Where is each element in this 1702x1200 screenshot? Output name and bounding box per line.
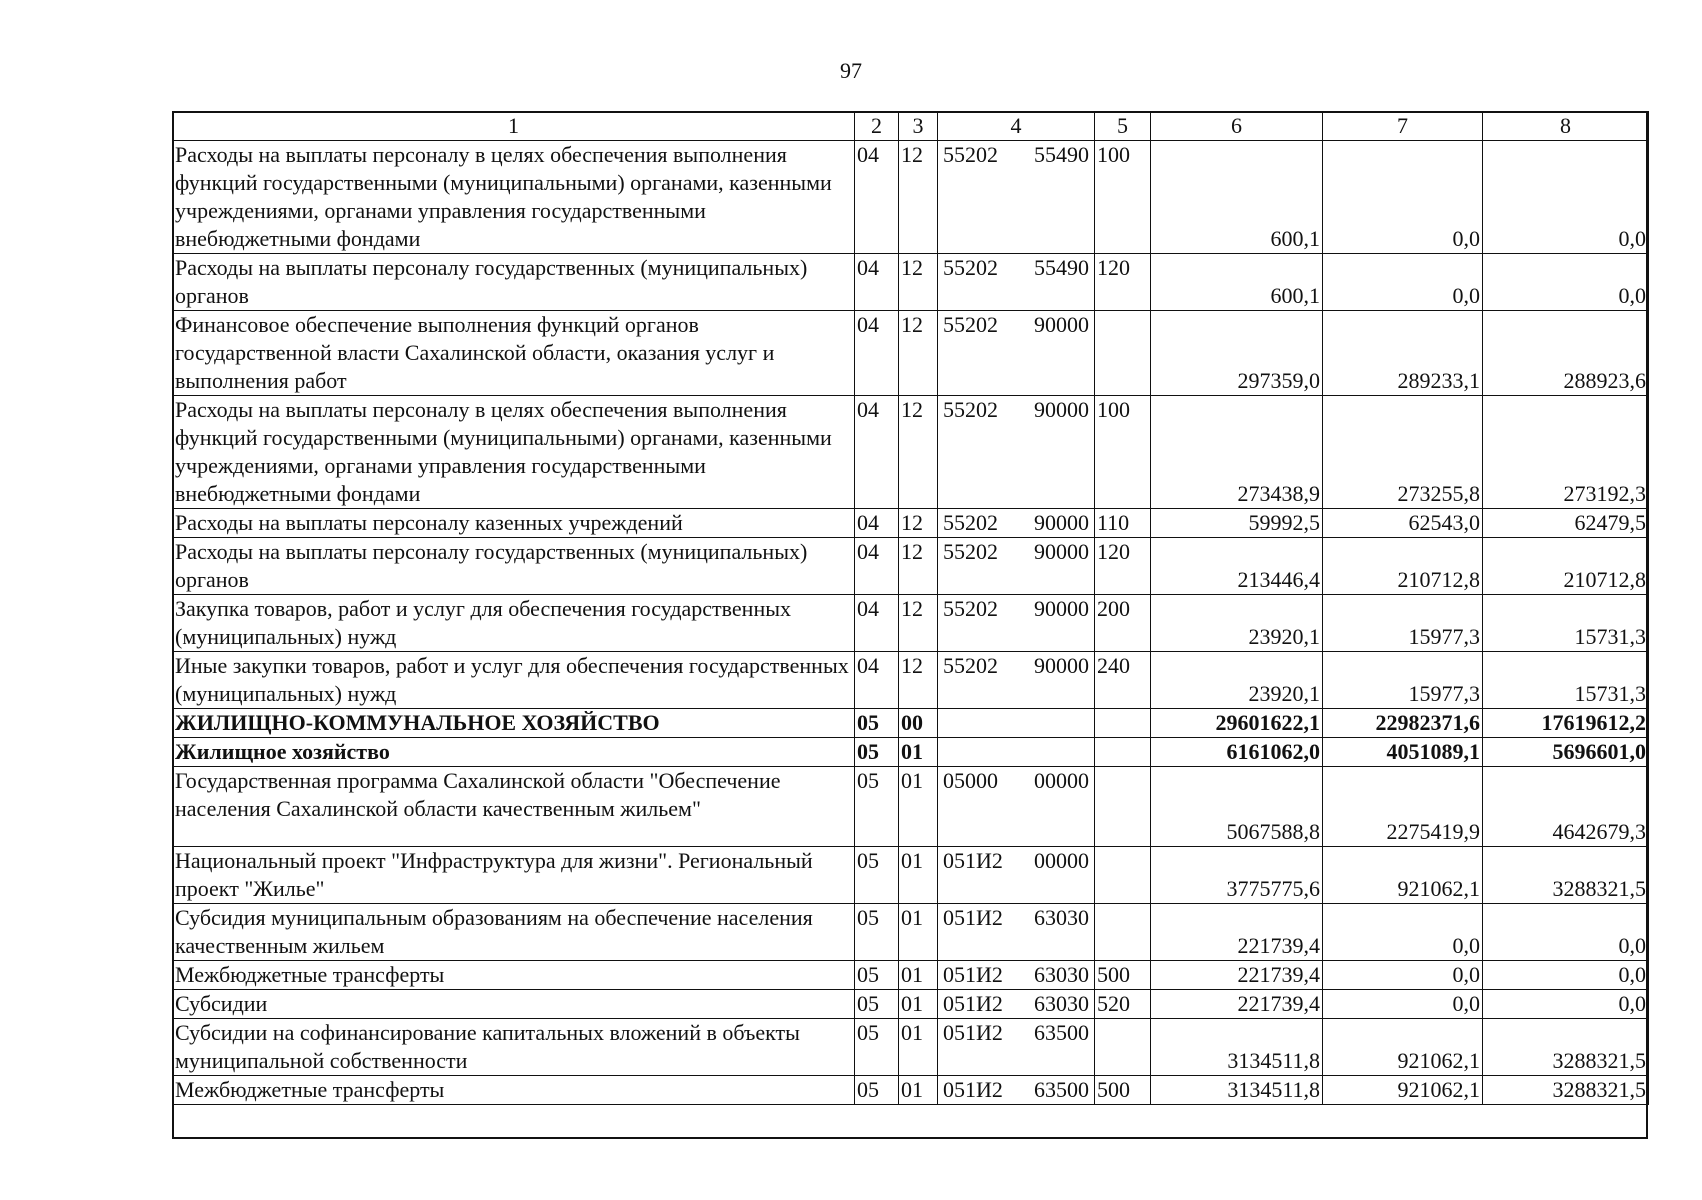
row-target-code — [938, 990, 1095, 1019]
row-value-col8: 3288321,5 — [1483, 847, 1649, 904]
row-value-col7: 921062,1 — [1323, 1076, 1483, 1105]
row-target-code-direction: 90000 — [1034, 539, 1089, 564]
row-expense-type-code — [1095, 738, 1151, 767]
row-value-col8: 15731,3 — [1483, 595, 1649, 652]
row-value-col7: 0,0 — [1323, 254, 1483, 311]
row-subsection-code: 01 — [899, 738, 938, 767]
row-section-code: 05 — [855, 1019, 899, 1076]
row-section-code: 05 — [855, 709, 899, 738]
row-value-col7: 0,0 — [1323, 141, 1483, 254]
row-value-col6: 213446,4 — [1151, 538, 1323, 595]
row-value-col7: 22982371,6 — [1323, 709, 1483, 738]
row-name: Межбюджетные трансферты — [173, 1076, 855, 1105]
row-target-code — [938, 738, 1095, 767]
column-header: 2 — [855, 112, 899, 141]
row-section-code: 05 — [855, 990, 899, 1019]
row-target-code — [938, 709, 1095, 738]
row-target-code — [938, 141, 1095, 254]
row-name: Расходы на выплаты персоналу государственных (муниципальных) органов — [173, 254, 855, 311]
row-target-code-direction: 63030 — [1034, 991, 1089, 1016]
row-name: Субсидия муниципальным образованиям на обеспечение населения качественным жильем — [173, 904, 855, 961]
row-target-code-program: 55202 — [943, 653, 998, 678]
row-value-col6: 221739,4 — [1151, 990, 1323, 1019]
row-target-code-direction: 63030 — [1034, 905, 1089, 930]
row-section-code: 05 — [855, 1076, 899, 1105]
row-expense-type-code — [1095, 709, 1151, 738]
row-subsection-code: 01 — [899, 847, 938, 904]
row-target-code — [938, 538, 1095, 595]
row-subsection-code: 01 — [899, 961, 938, 990]
row-expense-type-code: 120 — [1095, 254, 1151, 311]
row-target-code-program: 55202 — [943, 397, 998, 422]
row-value-col6: 3134511,8 — [1151, 1019, 1323, 1076]
row-value-col8: 273192,3 — [1483, 396, 1649, 509]
row-value-col7: 0,0 — [1323, 904, 1483, 961]
row-section-code: 05 — [855, 738, 899, 767]
row-value-col6: 5067588,8 — [1151, 767, 1323, 847]
row-value-col8: 3288321,5 — [1483, 1076, 1649, 1105]
row-value-col7: 210712,8 — [1323, 538, 1483, 595]
row-subsection-code: 01 — [899, 767, 938, 847]
row-target-code — [938, 1076, 1095, 1105]
row-value-col8: 288923,6 — [1483, 311, 1649, 396]
row-target-code-direction: 63030 — [1034, 962, 1089, 987]
table-row — [173, 141, 1649, 254]
row-value-col7: 62543,0 — [1323, 509, 1483, 538]
row-expense-type-code: 100 — [1095, 396, 1151, 509]
row-target-code-direction: 90000 — [1034, 312, 1089, 337]
table-row — [173, 311, 1649, 396]
row-name: Финансовое обеспечение выполнения функций органов государственной власти Сахалинской области, оказания услуг и выполнения работ — [173, 311, 855, 396]
table-row — [173, 738, 1649, 767]
row-target-code-program: 051И2 — [943, 962, 1003, 987]
row-section-code: 05 — [855, 961, 899, 990]
row-name: Закупка товаров, работ и услуг для обеспечения государственных (муниципальных) нужд — [173, 595, 855, 652]
row-subsection-code: 01 — [899, 904, 938, 961]
row-expense-type-code: 100 — [1095, 141, 1151, 254]
row-section-code: 04 — [855, 311, 899, 396]
row-target-code-direction: 90000 — [1034, 653, 1089, 678]
column-header: 7 — [1323, 112, 1483, 141]
page-number: 97 — [840, 58, 862, 83]
row-target-code-direction: 55490 — [1034, 255, 1089, 280]
row-target-code-program: 05000 — [943, 768, 998, 793]
row-value-col7: 2275419,9 — [1323, 767, 1483, 847]
row-target-code — [938, 1019, 1095, 1076]
row-target-code-direction: 90000 — [1034, 397, 1089, 422]
row-target-code — [938, 652, 1095, 709]
row-name: Иные закупки товаров, работ и услуг для обеспечения государственных (муниципальных) нужд — [173, 652, 855, 709]
table-row — [173, 767, 1649, 847]
row-value-col8: 4642679,3 — [1483, 767, 1649, 847]
row-name: Расходы на выплаты персоналу государственных (муниципальных) органов — [173, 538, 855, 595]
row-value-col8: 5696601,0 — [1483, 738, 1649, 767]
row-expense-type-code: 120 — [1095, 538, 1151, 595]
row-value-col8: 0,0 — [1483, 254, 1649, 311]
row-value-col6: 600,1 — [1151, 141, 1323, 254]
row-section-code: 05 — [855, 847, 899, 904]
column-header: 5 — [1095, 112, 1151, 141]
row-subsection-code: 12 — [899, 538, 938, 595]
row-value-col8: 0,0 — [1483, 904, 1649, 961]
row-value-col8: 15731,3 — [1483, 652, 1649, 709]
row-target-code — [938, 767, 1095, 847]
row-subsection-code: 01 — [899, 1076, 938, 1105]
row-section-code: 04 — [855, 652, 899, 709]
row-value-col8: 3288321,5 — [1483, 1019, 1649, 1076]
row-target-code-direction: 00000 — [1034, 848, 1089, 873]
column-header: 8 — [1483, 112, 1649, 141]
row-value-col6: 221739,4 — [1151, 961, 1323, 990]
row-target-code-program: 55202 — [943, 539, 998, 564]
row-expense-type-code — [1095, 904, 1151, 961]
row-expense-type-code — [1095, 767, 1151, 847]
row-expense-type-code: 110 — [1095, 509, 1151, 538]
row-section-code: 04 — [855, 254, 899, 311]
row-name: Государственная программа Сахалинской области "Обеспечение населения Сахалинской области качественным жильем" — [173, 767, 855, 847]
row-value-col6: 3134511,8 — [1151, 1076, 1323, 1105]
row-value-col6: 297359,0 — [1151, 311, 1323, 396]
row-subsection-code: 12 — [899, 509, 938, 538]
row-value-col6: 23920,1 — [1151, 595, 1323, 652]
row-subsection-code: 12 — [899, 311, 938, 396]
row-expense-type-code: 500 — [1095, 1076, 1151, 1105]
row-subsection-code: 12 — [899, 254, 938, 311]
row-value-col7: 273255,8 — [1323, 396, 1483, 509]
row-name: Жилищное хозяйство — [173, 738, 855, 767]
row-target-code-direction: 55490 — [1034, 142, 1089, 167]
row-value-col8: 62479,5 — [1483, 509, 1649, 538]
table-row — [173, 847, 1649, 904]
table-row — [173, 652, 1649, 709]
row-value-col7: 0,0 — [1323, 961, 1483, 990]
row-section-code: 04 — [855, 141, 899, 254]
row-expense-type-code: 500 — [1095, 961, 1151, 990]
row-value-col8: 17619612,2 — [1483, 709, 1649, 738]
row-expense-type-code: 200 — [1095, 595, 1151, 652]
row-target-code-program: 051И2 — [943, 1020, 1003, 1045]
row-subsection-code: 01 — [899, 1019, 938, 1076]
row-target-code-program: 051И2 — [943, 848, 1003, 873]
budget-table — [172, 111, 1649, 1105]
row-section-code: 05 — [855, 904, 899, 961]
row-target-code-program: 55202 — [943, 596, 998, 621]
row-target-code-program: 55202 — [943, 510, 998, 535]
row-value-col6: 273438,9 — [1151, 396, 1323, 509]
table-row — [173, 1076, 1649, 1105]
column-header: 6 — [1151, 112, 1323, 141]
row-value-col7: 289233,1 — [1323, 311, 1483, 396]
table-row — [173, 254, 1649, 311]
row-value-col8: 0,0 — [1483, 141, 1649, 254]
table-row — [173, 595, 1649, 652]
row-expense-type-code — [1095, 1019, 1151, 1076]
table-row — [173, 961, 1649, 990]
row-target-code-program: 55202 — [943, 255, 998, 280]
row-name: Расходы на выплаты персоналу в целях обеспечения выполнения функций государственными (муниципальными) органами, казенными учреждениями, органами управления государственными внебюджетными фондами — [173, 141, 855, 254]
column-header: 3 — [899, 112, 938, 141]
row-target-code — [938, 509, 1095, 538]
row-name: Национальный проект "Инфраструктура для жизни". Региональный проект "Жилье" — [173, 847, 855, 904]
row-section-code: 05 — [855, 767, 899, 847]
row-target-code — [938, 396, 1095, 509]
row-name: Расходы на выплаты персоналу в целях обеспечения выполнения функций государственными (муниципальными) органами, казенными учреждениями, органами управления государственными внебюджетными фондами — [173, 396, 855, 509]
table-row — [173, 904, 1649, 961]
row-target-code — [938, 961, 1095, 990]
row-subsection-code: 12 — [899, 141, 938, 254]
row-value-col7: 921062,1 — [1323, 847, 1483, 904]
row-target-code — [938, 847, 1095, 904]
table-row — [173, 709, 1649, 738]
row-section-code: 04 — [855, 538, 899, 595]
row-value-col6: 59992,5 — [1151, 509, 1323, 538]
column-header: 1 — [173, 112, 855, 141]
row-section-code: 04 — [855, 396, 899, 509]
row-target-code — [938, 595, 1095, 652]
row-target-code-program: 051И2 — [943, 991, 1003, 1016]
row-value-col7: 4051089,1 — [1323, 738, 1483, 767]
row-subsection-code: 12 — [899, 652, 938, 709]
row-name: Субсидии на софинансирование капитальных вложений в объекты муниципальной собственности — [173, 1019, 855, 1076]
row-subsection-code: 12 — [899, 595, 938, 652]
row-value-col7: 921062,1 — [1323, 1019, 1483, 1076]
row-target-code-direction: 63500 — [1034, 1077, 1089, 1102]
row-value-col6: 3775775,6 — [1151, 847, 1323, 904]
row-expense-type-code — [1095, 847, 1151, 904]
table-row — [173, 990, 1649, 1019]
table-row — [173, 1019, 1649, 1076]
row-name: Межбюджетные трансферты — [173, 961, 855, 990]
row-section-code: 04 — [855, 595, 899, 652]
row-target-code-direction: 00000 — [1034, 768, 1089, 793]
row-value-col7: 15977,3 — [1323, 652, 1483, 709]
row-target-code-direction: 90000 — [1034, 510, 1089, 535]
row-value-col6: 23920,1 — [1151, 652, 1323, 709]
row-target-code — [938, 904, 1095, 961]
row-value-col8: 0,0 — [1483, 990, 1649, 1019]
table-row — [173, 509, 1649, 538]
row-target-code-program: 55202 — [943, 312, 998, 337]
row-target-code-program: 051И2 — [943, 905, 1003, 930]
row-value-col6: 6161062,0 — [1151, 738, 1323, 767]
table-row — [173, 538, 1649, 595]
table-row — [173, 396, 1649, 509]
row-value-col6: 29601622,1 — [1151, 709, 1323, 738]
row-target-code-direction: 90000 — [1034, 596, 1089, 621]
row-value-col8: 210712,8 — [1483, 538, 1649, 595]
row-value-col6: 221739,4 — [1151, 904, 1323, 961]
row-target-code — [938, 254, 1095, 311]
row-expense-type-code: 240 — [1095, 652, 1151, 709]
row-value-col6: 600,1 — [1151, 254, 1323, 311]
row-target-code-direction: 63500 — [1034, 1020, 1089, 1045]
row-expense-type-code: 520 — [1095, 990, 1151, 1019]
row-subsection-code: 00 — [899, 709, 938, 738]
column-header: 4 — [938, 112, 1095, 141]
row-target-code-program: 55202 — [943, 142, 998, 167]
row-value-col7: 15977,3 — [1323, 595, 1483, 652]
row-value-col7: 0,0 — [1323, 990, 1483, 1019]
row-target-code-program: 051И2 — [943, 1077, 1003, 1102]
row-target-code — [938, 311, 1095, 396]
row-subsection-code: 01 — [899, 990, 938, 1019]
row-section-code: 04 — [855, 509, 899, 538]
row-expense-type-code — [1095, 311, 1151, 396]
row-subsection-code: 12 — [899, 396, 938, 509]
row-value-col8: 0,0 — [1483, 961, 1649, 990]
header-row — [173, 112, 1649, 141]
row-name: Субсидии — [173, 990, 855, 1019]
row-name: Расходы на выплаты персоналу казенных учреждений — [173, 509, 855, 538]
row-name: ЖИЛИЩНО-КОММУНАЛЬНОЕ ХОЗЯЙСТВО — [173, 709, 855, 738]
